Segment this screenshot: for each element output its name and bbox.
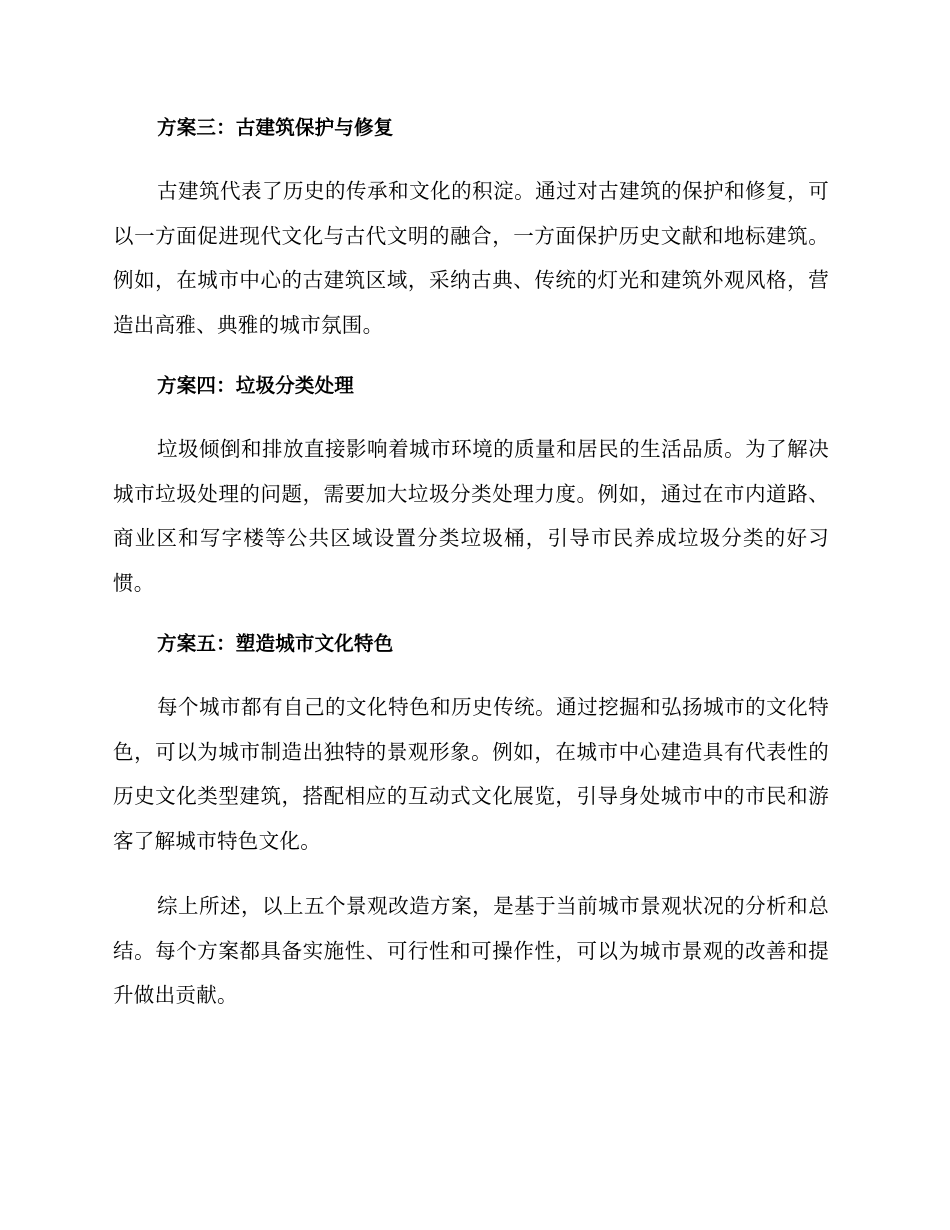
conclusion-paragraph: 综上所述，以上五个景观改造方案，是基于当前城市景观状况的分析和总结。每个方案都具备实施性、可行性和可操作性，可以为城市景观的改善和提升做出贡献。 bbox=[113, 894, 829, 1007]
section-paragraph-plan-5: 每个城市都有自己的文化特色和历史传统。通过挖掘和弘扬城市的文化特色，可以为城市制造出独特的景观形象。例如，在城市中心建造具有代表性的历史文化类型建筑，搭配相应的互动式文化展览，引导身处城市中的市民和游客了解城市特色文化。 bbox=[113, 695, 829, 853]
section-heading-plan-4: 方案四：垃圾分类处理 bbox=[157, 374, 355, 397]
section-paragraph-plan-3: 古建筑代表了历史的传承和文化的积淀。通过对古建筑的保护和修复，可以一方面促进现代文化与古代文明的融合，一方面保护历史文献和地标建筑。例如，在城市中心的古建筑区域，采纳古典、传统的灯光和建筑外观风格，营造出高雅、典雅的城市氛围。 bbox=[113, 179, 829, 337]
section-heading-plan-5: 方案五：塑造城市文化特色 bbox=[157, 632, 394, 655]
section-paragraph-plan-4: 垃圾倾倒和排放直接影响着城市环境的质量和居民的生活品质。为了解决城市垃圾处理的问题，需要加大垃圾分类处理力度。例如，通过在市内道路、商业区和写字楼等公共区域设置分类垃圾桶，引导市民养成垃圾分类的好习惯。 bbox=[113, 437, 829, 595]
section-heading-plan-3: 方案三：古建筑保护与修复 bbox=[157, 116, 394, 139]
document-body bbox=[113, 110, 829, 1039]
